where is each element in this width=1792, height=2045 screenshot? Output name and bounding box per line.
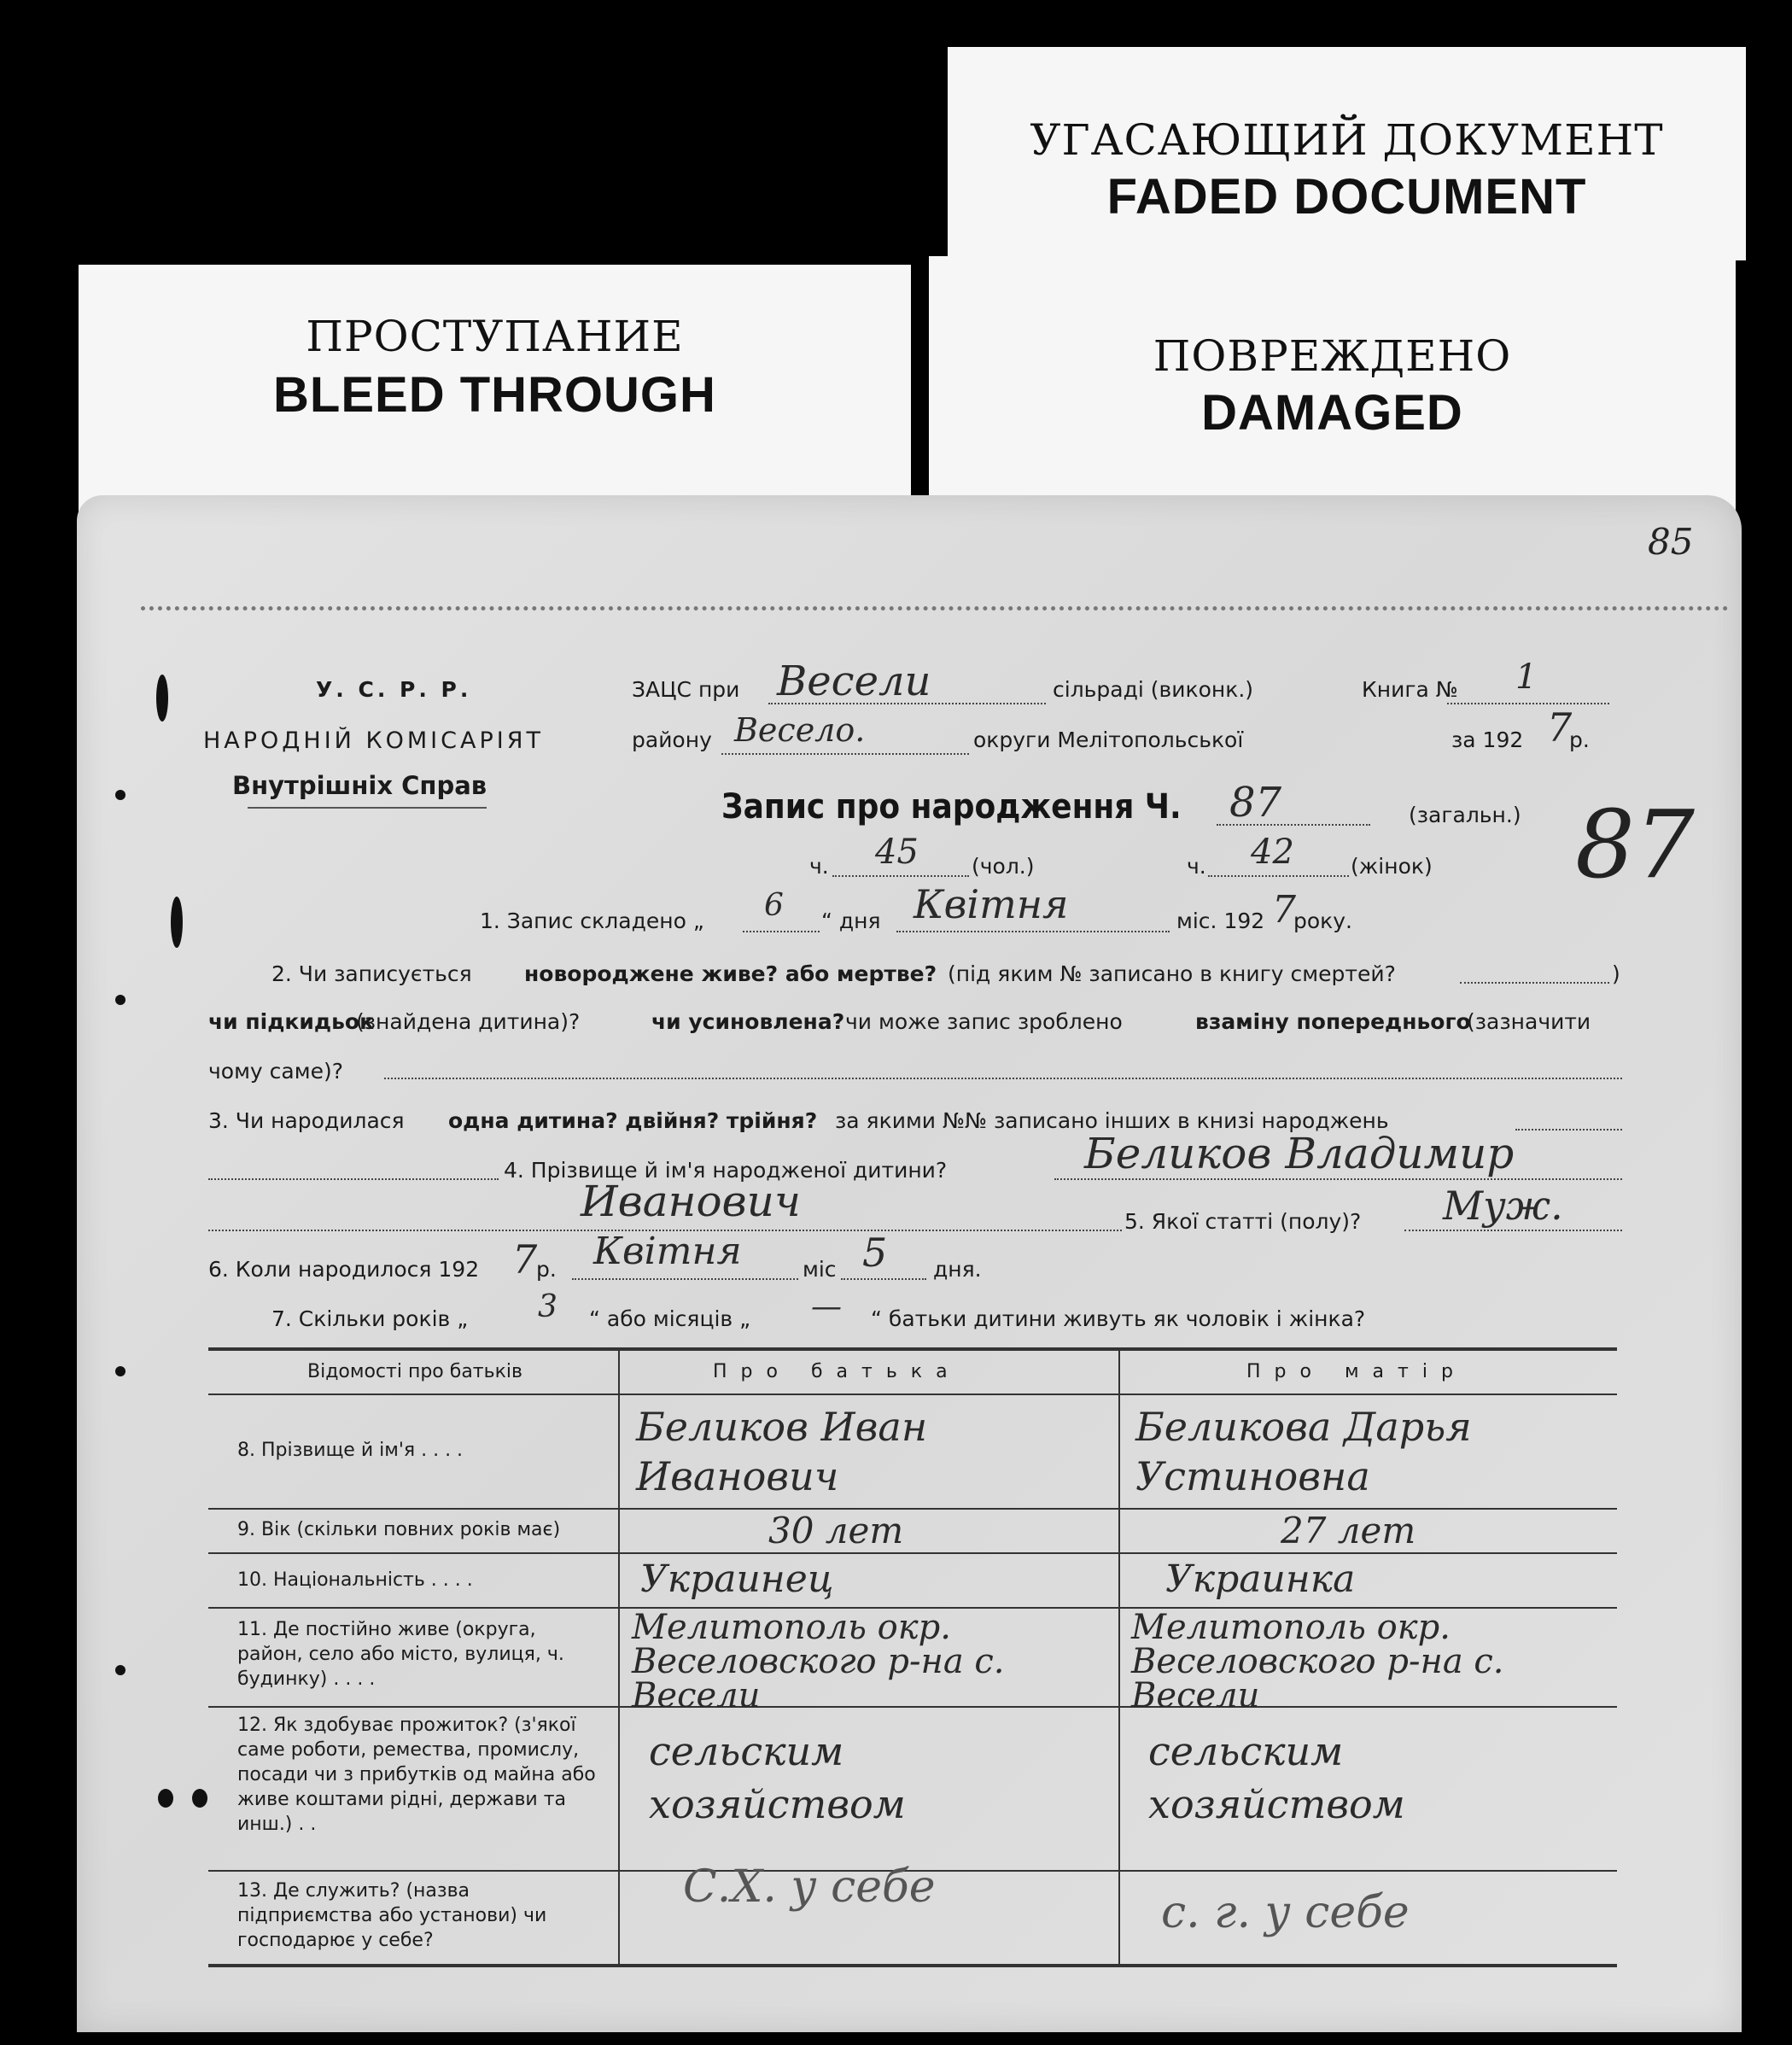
- table-bottom-rule: [208, 1964, 1617, 1967]
- table-top-rule: [208, 1347, 1617, 1351]
- item1-q: “ дня: [821, 909, 881, 933]
- faded-document-card: [948, 47, 1746, 260]
- book-line: [1447, 703, 1609, 704]
- faded-label-ru: УГАСАЮЩИЙ ДОКУМЕНТ: [1030, 115, 1664, 165]
- zags-label: ЗАЦС при: [632, 677, 740, 702]
- item2-f: (знайдена дитина)?: [356, 1009, 581, 1034]
- father-occupation: сельским хозяйством: [649, 1728, 906, 1827]
- child-name: Беликов Владимир: [1084, 1129, 1515, 1178]
- item3-c: за якими №№ записано інших в книзі народжень: [835, 1108, 1389, 1133]
- item2-d: ): [1612, 961, 1620, 986]
- row12-label: 12. Як здобуває прожиток? (з'якої саме роботи, ремества, промислу, посади чи з прибутків од майна або живе коштами рідні, держави та инш.) . .: [237, 1715, 596, 1835]
- item1-roku: року.: [1293, 909, 1353, 933]
- item4-label: 4. Прізвище й ім'я народженої дитини?: [504, 1158, 948, 1183]
- item2-e: чи підкидьок: [208, 1009, 375, 1034]
- header-info: Відомості про батьків: [307, 1361, 522, 1382]
- org-commissariat: НАРОДНІЙ КОМІСАРІЯТ: [203, 727, 544, 754]
- item6-label: 6. Коли народилося 192: [208, 1257, 480, 1282]
- corner-number: 85: [1648, 521, 1694, 563]
- header-mother: Про матір: [1246, 1361, 1467, 1382]
- mother-nationality: Украинка: [1165, 1557, 1356, 1601]
- bleed-label-ru: ПРОСТУПАНИЕ: [306, 312, 684, 361]
- father-employment: С.Х. у себе: [683, 1861, 936, 1913]
- raion-value: Весело.: [734, 711, 866, 749]
- male-label: (чол.): [972, 854, 1035, 879]
- mother-name: Беликова Дарья Устиновна: [1135, 1404, 1472, 1499]
- total-label: (загальн.): [1409, 803, 1521, 827]
- months-together: —: [811, 1289, 842, 1324]
- male-line: [832, 875, 969, 877]
- item6-r: р.: [536, 1257, 557, 1282]
- item6-dnya: дня.: [933, 1257, 982, 1282]
- female-count: 42: [1251, 833, 1294, 872]
- binder-mark: [156, 675, 168, 722]
- item1-day-line: [743, 931, 820, 932]
- record-number: 87: [1229, 779, 1282, 827]
- item2-k: чому саме)?: [208, 1059, 343, 1084]
- female-label: (жінок): [1351, 854, 1433, 879]
- table-header-rule: [208, 1394, 1617, 1395]
- item2-g: чи усиновлена?: [651, 1009, 845, 1034]
- item7-c: “ батьки дитини живуть як чоловік і жінка?: [871, 1306, 1366, 1331]
- item1-month: Квітня: [914, 881, 1069, 927]
- raion-line: [721, 753, 969, 755]
- item1-month-line: [896, 931, 1170, 932]
- birth-month: Квітня: [593, 1230, 742, 1273]
- binder-hole: [115, 1366, 125, 1376]
- years-together: 3: [538, 1289, 557, 1324]
- item2-j: (зазначити: [1467, 1009, 1591, 1034]
- item2-a: 2. Чи записується: [271, 961, 472, 986]
- item2-line: [384, 1078, 1622, 1079]
- year-suffix: р.: [1569, 727, 1590, 752]
- item6-year: 7: [512, 1236, 538, 1283]
- female-line: [1208, 875, 1349, 877]
- binder-hole: [115, 1665, 125, 1675]
- father-nationality: Украинец: [640, 1557, 834, 1601]
- book-value: 1: [1515, 657, 1538, 697]
- zags-value: Весели: [777, 657, 931, 705]
- mother-residence: Мелитополь окр. Веселовского р-на с. Весели: [1131, 1608, 1504, 1715]
- perforation-line: [141, 606, 1729, 611]
- item1-mis: міс. 192: [1176, 909, 1265, 933]
- father-age: 30 лет: [768, 1510, 904, 1551]
- mother-age: 27 лет: [1281, 1510, 1416, 1551]
- org-ussr: У. С. Р. Р.: [316, 677, 472, 702]
- item6-mis: міс: [803, 1257, 837, 1282]
- record-title: Запис про народження Ч.: [721, 787, 1182, 827]
- org-internal-affairs: Внутрішніх Справ: [232, 771, 487, 800]
- child-sex: Муж.: [1443, 1183, 1563, 1229]
- item3-b: одна дитина? двійня? трійня?: [448, 1108, 818, 1133]
- zags-line: [768, 703, 1046, 704]
- faded-label-en: FADED DOCUMENT: [1106, 169, 1587, 225]
- birth-day-line: [841, 1278, 926, 1280]
- item1-year: 7: [1272, 888, 1296, 932]
- item2-death-line: [1460, 982, 1609, 984]
- item5-label: 5. Якої статті (полу)?: [1124, 1209, 1362, 1234]
- col-rule: [1118, 1349, 1120, 1964]
- row10-label: 10. Національність . . . .: [237, 1569, 473, 1591]
- damaged-label-ru: ПОВРЕЖДЕНО: [1153, 331, 1512, 381]
- year-value: 7: [1547, 704, 1573, 751]
- row13-label: 13. Де служить? (назва підприємства або установи) чи господарює у себе?: [237, 1880, 547, 1951]
- item3-a: 3. Чи народилася: [208, 1108, 405, 1133]
- binder-hole: [158, 1789, 173, 1808]
- item3-line: [1515, 1129, 1622, 1131]
- child-name-line: [1054, 1178, 1622, 1180]
- binder-mark: [171, 897, 183, 948]
- item2-i: взаміну попереднього: [1195, 1009, 1471, 1034]
- damaged-label-en: DAMAGED: [1201, 385, 1463, 441]
- item2-h: чи може запис зроблено: [845, 1009, 1123, 1034]
- ch-label-1: ч.: [809, 854, 829, 879]
- binder-hole: [115, 790, 125, 800]
- item2-c: (під яким № записано в книгу смертей?: [948, 961, 1396, 986]
- silrada-label: сільраді (виконк.): [1053, 677, 1254, 702]
- birth-month-line: [572, 1278, 798, 1280]
- year-label: за 192: [1451, 727, 1524, 752]
- child-patronymic: Иванович: [581, 1177, 801, 1226]
- child-sex-line: [1404, 1230, 1622, 1231]
- raion-label: району: [632, 727, 712, 752]
- binder-hole: [115, 995, 125, 1005]
- item7-b: “ або місяців „: [589, 1306, 751, 1331]
- ch-label-2: ч.: [1187, 854, 1206, 879]
- item4-pre-line: [208, 1178, 499, 1180]
- mother-employment: с. г. у себе: [1161, 1887, 1410, 1938]
- record-number-line: [1217, 824, 1370, 826]
- row8-label: 8. Прізвище й ім'я . . . .: [237, 1440, 464, 1461]
- father-name: Беликов Иван Иванович: [636, 1404, 928, 1499]
- father-residence: Мелитополь окр. Веселовского р-на с. Весели: [632, 1608, 1005, 1715]
- item7-label: 7. Скільки років „: [271, 1306, 469, 1331]
- item2-b: новороджене живе? або мертве?: [524, 961, 937, 986]
- mother-occupation: сельским хозяйством: [1148, 1728, 1405, 1827]
- birth-day: 5: [862, 1230, 888, 1276]
- item1-label: 1. Запис складено „: [480, 909, 704, 933]
- male-count: 45: [875, 833, 919, 872]
- book-label: Книга №: [1362, 677, 1458, 702]
- margin-record-number: 87: [1575, 790, 1695, 899]
- bleed-label-en: BLEED THROUGH: [273, 367, 716, 423]
- row11-label: 11. Де постійно живе (округа, район, село або місто, вулиця, ч. будинку) . . . .: [237, 1619, 564, 1690]
- item1-day: 6: [764, 888, 784, 923]
- row9-label: 9. Вік (скільки повних років має): [237, 1519, 561, 1540]
- header-father: Про батька: [713, 1361, 961, 1382]
- col-rule: [618, 1349, 620, 1964]
- row-rule: [208, 1552, 1617, 1554]
- binder-hole: [192, 1789, 207, 1808]
- org-underline: [248, 807, 487, 809]
- okrug-label: округи Мелітопольської: [973, 727, 1244, 752]
